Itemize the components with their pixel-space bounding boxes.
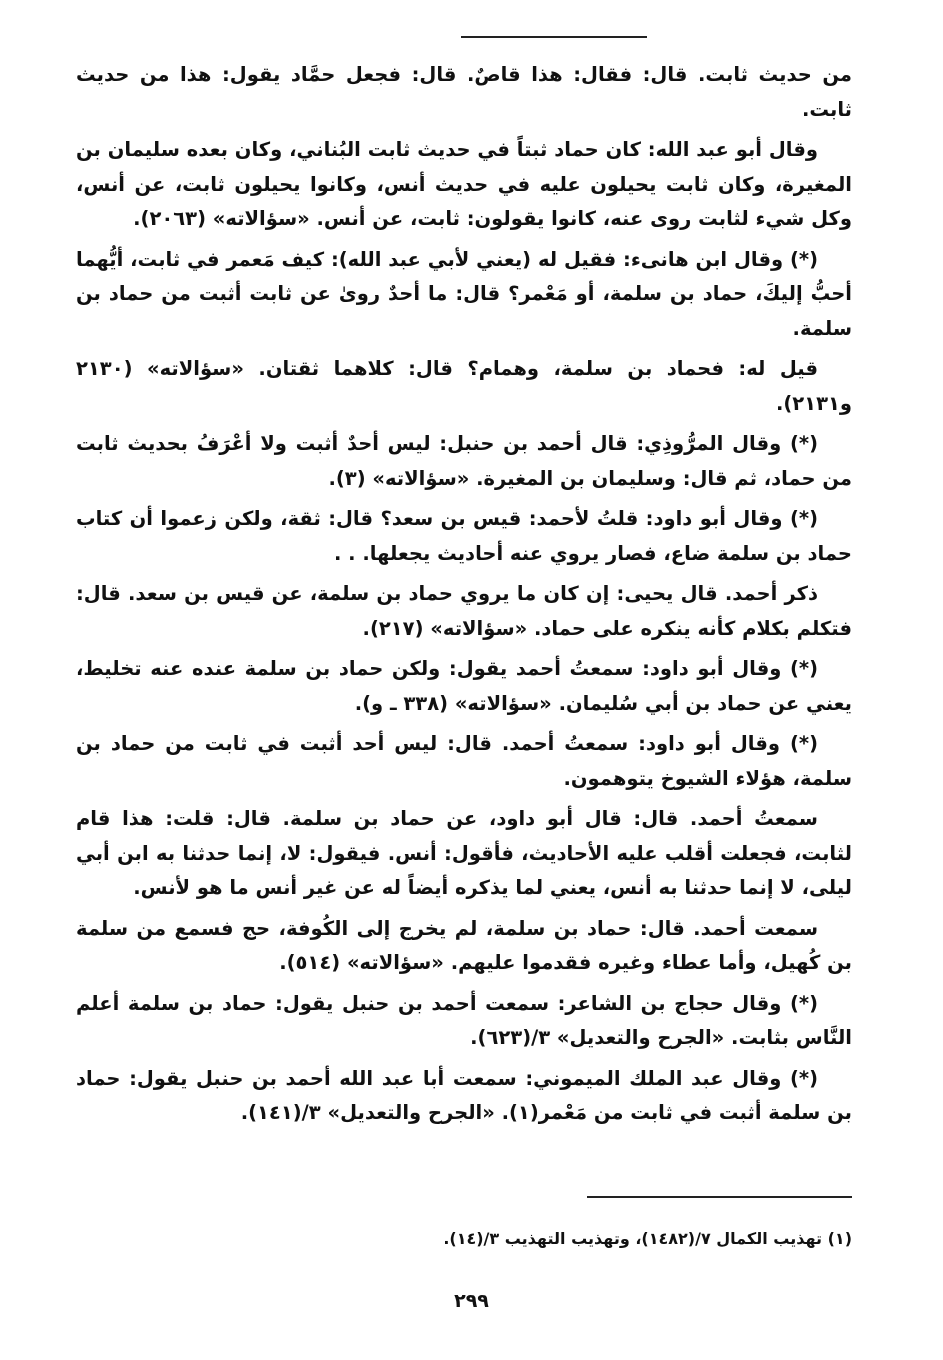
paragraph: (*) وقال أبو داود: سمعتُ أحمد يقول: ولكن حماد بن سلمة عنده عنه تخليط، يعني عن حماد بن أبي سُليمان. «سؤالاته» (٣٣٨ ـ و). <box>76 657 852 715</box>
paragraph: (*) وقال المرُّوذِي: قال أحمد بن حنبل: ليس أحدٌ أثبت ولا أعْرَفُ بحديث ثابت من حماد، ثم قال: وسليمان بن المغيرة. «سؤالاته» (٣). <box>76 432 852 490</box>
paragraph: قيل له: فحماد بن سلمة، وهمام؟ قال: كلاهما ثقتان. «سؤالاته» (٢١٣٠ و٢١٣١). <box>76 357 852 415</box>
paragraph: (*) وقال أبو داود: قلتُ لأحمد: قيس بن سعد؟ قال: ثقة، ولكن زعموا أن كتاب حماد بن سلمة ضاع، فصار يروي عنه أحاديث يجعلها. . . <box>76 507 852 565</box>
main-text <box>76 58 852 1137</box>
paragraph: (*) وقال ابن هانىء: فقيل له (يعني لأبي عبد الله): كيف مَعمر في ثابت، أيُّهما أحبُّ إليكَ، حماد بن سلمة، أو مَعْمر؟ قال: ما أحدٌ روىٰ عن ثابت أثبت من حماد بن سلمة. <box>76 247 852 340</box>
paragraph: وقال أبو عبد الله: كان حماد ثبتاً في حديث ثابت البُناني، وكان بعده سليمان بن المغيرة، وكان ثابت يحيلون عليه في حديث أنس، وكانوا يحيلون ثابت، عن أنس، وكل شيء لثابت روى عنه، كانوا يقولون: ثابت، عن أنس. «سؤالاته» (٢٠٦٣). <box>76 138 852 230</box>
paragraph: من حديث ثابت. قال: فقال: هذا قاصٌ. قال: فجعل حمَّاد يقول: هذا من حديث ثابت. <box>76 63 852 121</box>
paragraph: (*) وقال عبد الملك الميموني: سمعت أبا عبد الله أحمد بن حنبل يقول: حماد بن سلمة أثبت في ثابت من مَعْمر(١). «الجرح والتعديل» ٣/(١٤١). <box>76 1066 852 1124</box>
top-rule <box>461 36 647 38</box>
paragraph: سمعت أحمد. قال: حماد بن سلمة، لم يخرج إلى الكُوفة، حج فسمع من سلمة بن كُهيل، وأما عطاء وغيره فقدموا عليهم. «سؤالاته» (٥١٤). <box>76 916 852 974</box>
footnote-rule <box>587 1196 852 1198</box>
paragraph: (*) وقال أبو داود: سمعتُ أحمد. قال: ليس أحد أثبت في ثابت من حماد بن سلمة، هؤلاء الشيوخ يتوهمون. <box>76 732 852 790</box>
paragraph: (*) وقال حجاج بن الشاعر: سمعت أحمد بن حنبل يقول: حماد بن سلمة أعلم النَّاس بثابت. «الجرح والتعديل» ٣/(٦٢٣). <box>76 991 852 1049</box>
page-number: ٢٩٩ <box>454 1290 489 1312</box>
paragraph: ذكر أحمد. قال يحيى: إن كان ما يروي حماد بن سلمة، عن قيس بن سعد. قال: فتكلم بكلام كأنه ينكره على حماد. «سؤالاته» (٢١٧). <box>76 582 852 640</box>
footnote: (١) تهذيب الكمال ٧/(١٤٨٢)، وتهذيب التهذيب ٣/(١٤). <box>443 1229 852 1248</box>
paragraph: سمعتُ أحمد. قال: قال أبو داود، عن حماد بن سلمة. قال: قلت: هذا قام لثابت، فجعلت أقلب عليه الأحاديث، فأقول: أنس. فيقول: لا، إنما حدثنا به ابن أبي ليلى، لا إنما حدثنا به أنس، يعني لما يذكره أيضاً له عن غير أنس ما هو لأنس. <box>76 807 852 899</box>
